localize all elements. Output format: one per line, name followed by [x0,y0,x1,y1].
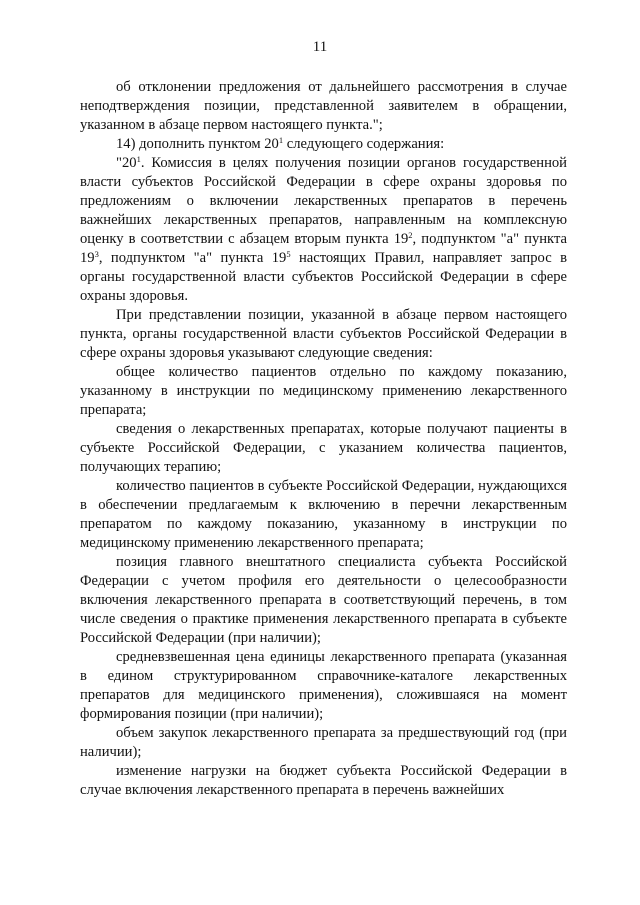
superscript: 1 [136,154,141,164]
text-run: , подпунктом "а" пункта 19 [80,231,567,266]
text-run: изменение нагрузки на бюджет субъекта Российской Федерации в случае включения лекарственного препарата в перечень важнейших [80,763,567,798]
text-run: об отклонении предложения от дальнейшего рассмотрения в случае неподтверждения позиции, представленной заявителем в обращении, указанном в абзаце первом настоящего пункта."; [80,79,567,133]
text-run: настоящих Правил, направляет запрос в органы государственной власти субъектов Российской Федерации в сфере охраны здоровья. [80,250,567,304]
text-run: , подпунктом "а" пункта 19 [98,250,287,266]
superscript: 3 [94,249,99,259]
superscript: 5 [286,249,291,259]
paragraph-3 [80,154,567,306]
paragraph-11 [80,762,567,800]
text-run: объем закупок лекарственного препарата за предшествующий год (при наличии); [80,725,567,760]
document-body [80,78,567,800]
text-run: "20 [116,155,137,171]
paragraph-10 [80,724,567,762]
page-number: 11 [312,39,328,55]
text-run: При представлении позиции, указанной в абзаце первом настоящего пункта, органы государственной власти субъектов Российской Федерации в сфере охраны здоровья указывают следующие сведения: [80,307,567,361]
paragraph-2 [80,135,567,154]
text-run: позиция главного внештатного специалиста субъекта Российской Федерации с учетом профиля его деятельности о целесообразности включения лекарственного препарата в соответствующий перечень, в том числе сведения о практике применения лекарственного препарата в субъекте Российской Федерации (при наличии); [80,554,567,646]
paragraph-4 [80,306,567,363]
text-run: сведения о лекарственных препаратах, которые получают пациенты в субъекте Российской Федерации, с указанием количества пациентов, получающих терапию; [80,421,567,475]
text-run: 14) дополнить пунктом 20 [116,136,279,152]
paragraph-7 [80,477,567,553]
superscript: 2 [408,230,413,240]
text-run: общее количество пациентов отдельно по каждому показанию, указанному в инструкции по медицинскому применению лекарственного препарата; [80,364,567,418]
text-run: следующего содержания: [283,136,445,152]
paragraph-8 [80,553,567,648]
text-run: средневзвешенная цена единицы лекарственного препарата (указанная в едином структурированном справочнике-каталоге лекарственных препаратов для медицинского применения), сложившаяся на момент формирования позиции (при наличии); [80,649,567,722]
paragraph-1 [80,78,567,135]
text-run: . Комиссия в целях получения позиции органов государственной власти субъектов Российской Федерации в сфере охраны здоровья по предложениям о включении лекарственных препаратов в перечень важнейших лекарственных препаратов, направленным на комплексную оценку в соответствии с абзацем вторым пункта 19 [80,155,567,247]
superscript: 1 [278,135,284,145]
paragraph-6 [80,420,567,477]
paragraph-5 [80,363,567,420]
paragraph-9 [80,648,567,724]
text-run: количество пациентов в субъекте Российской Федерации, нуждающихся в обеспечении предлагаемым к включению в перечни лекарственным препаратом по каждому показанию, указанному в инструкции по медицинскому применению лекарственного препарата; [80,478,567,551]
